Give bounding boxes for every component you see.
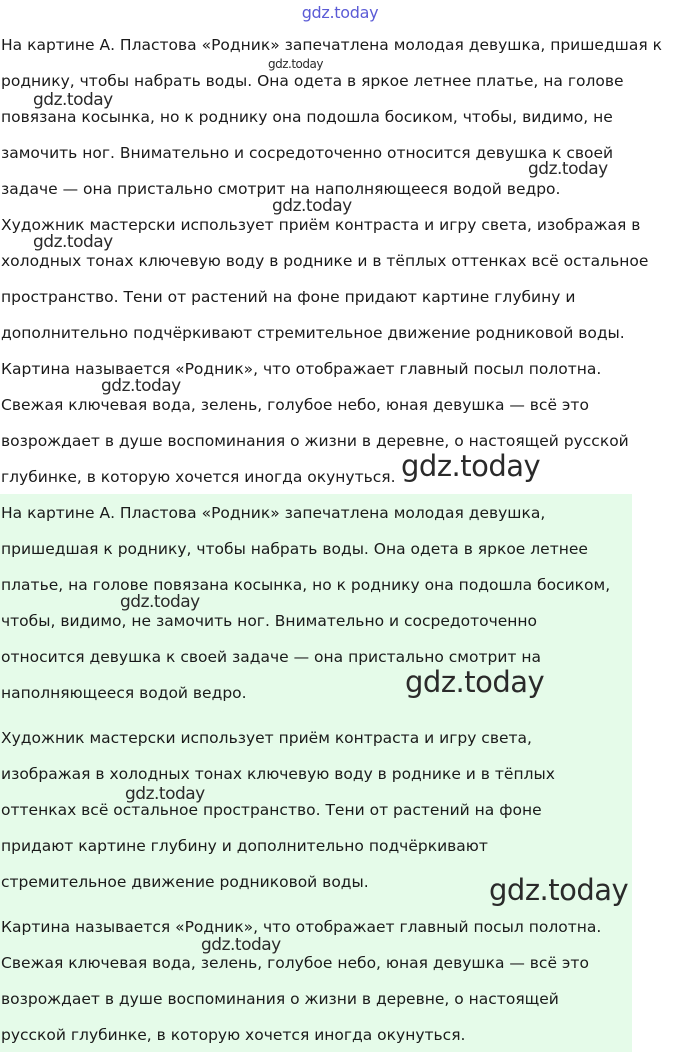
answer-line: изображая в холодных тонах ключевую воду в роднике и в тёплых: [1, 765, 555, 783]
answer-line: чтобы, видимо, не замочить ног. Внимательно и сосредоточенно: [1, 612, 538, 630]
answer-line: Художник мастерски использует приём контраста и игру света, изображая в: [1, 216, 641, 234]
watermark: gdz.today: [401, 449, 541, 483]
watermark: gdz.today: [33, 90, 113, 110]
answer-line: дополнительно подчёркивают стремительное движение родниковой воды.: [1, 324, 625, 342]
answer-line: На картине А. Пластова «Родник» запечатлена молодая девушка, пришедшая к: [1, 36, 662, 54]
watermark: gdz.today: [201, 935, 281, 955]
answer-line: оттенках всё остальное пространство. Тени от растений на фоне: [1, 801, 542, 819]
watermark: gdz.today: [120, 592, 200, 612]
watermark: gdz.today: [489, 873, 629, 907]
answer-line: пришедшая к роднику, чтобы набрать воды. Она одета в яркое летнее: [1, 540, 588, 558]
answer-line: задаче — она пристально смотрит на наполняющееся водой ведро.: [1, 180, 561, 198]
answer-line: повязана косынка, но к роднику она подошла босиком, чтобы, видимо, не: [1, 108, 613, 126]
answer-text-plain: [0, 0, 680, 494]
answer-line: относится девушка к своей задаче — она пристально смотрит на: [1, 648, 541, 666]
answer-line: На картине А. Пластова «Родник» запечатлена молодая девушка,: [1, 504, 546, 522]
site-logo[interactable]: gdz.today: [301, 3, 379, 22]
answer-line: возрождает в душе воспоминания о жизни в деревне, о настоящей русской: [1, 432, 629, 450]
watermark: gdz.today: [125, 784, 205, 804]
answer-line: Свежая ключевая вода, зелень, голубое небо, юная девушка — всё это: [1, 396, 589, 414]
answer-line: платье, на голове повязана косынка, но к роднику она подошла босиком,: [1, 576, 611, 594]
answer-line: наполняющееся водой ведро.: [1, 684, 247, 702]
watermark: gdz.today: [101, 376, 181, 396]
answer-line: Картина называется «Родник», что отображает главный посыл полотна.: [1, 918, 602, 936]
answer-line: роднику, чтобы набрать воды. Она одета в яркое летнее платье, на голове: [1, 72, 624, 90]
answer-line: Художник мастерски использует приём контраста и игру света,: [1, 729, 532, 747]
answer-line: глубинке, в которую хочется иногда окунуться.: [1, 468, 396, 486]
answer-line: стремительное движение родниковой воды.: [1, 873, 369, 891]
answer-line: русской глубинке, в которую хочется иногда окунуться.: [1, 1026, 466, 1044]
answer-line: придают картине глубину и дополнительно подчёркивают: [1, 837, 488, 855]
answer-line: возрождает в душе воспоминания о жизни в деревне, о настоящей: [1, 990, 559, 1008]
answer-line: замочить ног. Внимательно и сосредоточенно относится девушка к своей: [1, 144, 614, 162]
answer-line: Свежая ключевая вода, зелень, голубое небо, юная девушка — всё это: [1, 954, 589, 972]
watermark: gdz.today: [268, 57, 323, 71]
watermark: gdz.today: [528, 159, 608, 179]
watermark: gdz.today: [405, 665, 545, 699]
watermark: gdz.today: [33, 232, 113, 252]
answer-line: Картина называется «Родник», что отображает главный посыл полотна.: [1, 360, 602, 378]
watermark: gdz.today: [272, 196, 352, 216]
answer-line: пространство. Тени от растений на фоне придают картине глубину и: [1, 288, 576, 306]
answer-line: холодных тонах ключевую воду в роднике и в тёплых оттенках всё остальное: [1, 252, 649, 270]
answer-text-highlighted: [0, 494, 632, 1052]
